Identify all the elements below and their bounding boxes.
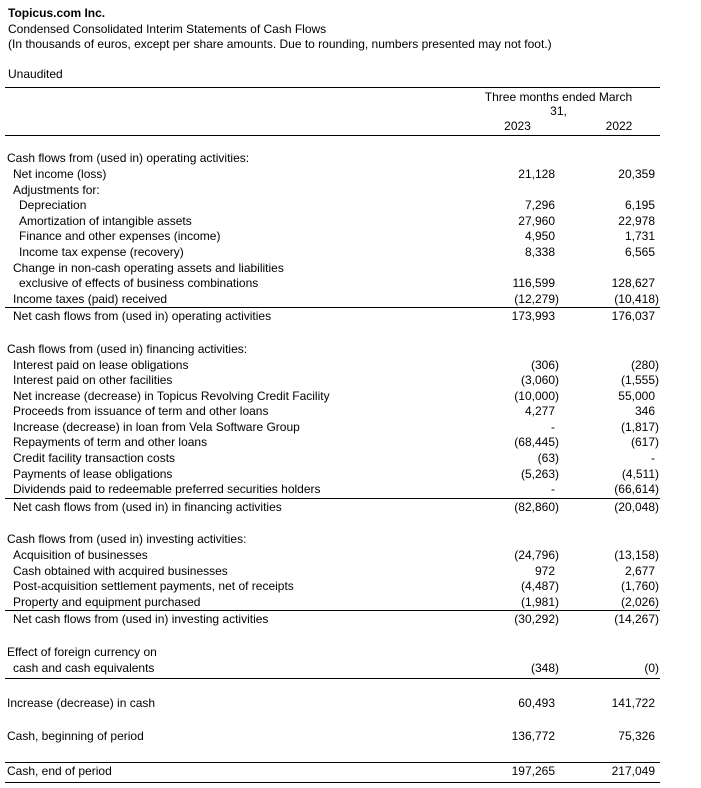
row-label: Adjustments for: bbox=[13, 182, 100, 197]
value-2023 bbox=[457, 342, 560, 358]
table-row bbox=[5, 358, 660, 374]
value-2022: (617) bbox=[630, 435, 659, 450]
table-row bbox=[5, 420, 660, 436]
table-row bbox=[5, 183, 660, 199]
table-row bbox=[5, 645, 660, 661]
section-spacer bbox=[5, 679, 660, 696]
table-row bbox=[5, 292, 660, 308]
value-2023: (5,263) bbox=[520, 466, 559, 481]
value-2023: 4,277 bbox=[524, 404, 555, 419]
value-2023 bbox=[457, 261, 560, 277]
value-2023: 7,296 bbox=[524, 198, 555, 213]
value-2022: (1,760) bbox=[620, 579, 659, 594]
table-row bbox=[5, 276, 660, 292]
value-2022: (14,267) bbox=[614, 612, 659, 627]
value-2022: (280) bbox=[630, 357, 659, 372]
row-label: Finance and other expenses (income) bbox=[19, 229, 221, 244]
value-2022: 20,359 bbox=[618, 166, 655, 181]
period-column-group bbox=[457, 90, 660, 133]
value-2023: 197,265 bbox=[511, 764, 555, 779]
section-header-row bbox=[5, 532, 660, 548]
value-2023: (10,000) bbox=[514, 388, 559, 403]
units-note: (In thousands of euros, except per share amounts. Due to rounding, numbers presented may not foot.) bbox=[8, 37, 552, 52]
value-2022: 2,677 bbox=[624, 563, 655, 578]
row-label: Payments of lease obligations bbox=[13, 466, 173, 481]
value-2023: - bbox=[551, 419, 555, 434]
value-2023: (348) bbox=[530, 660, 559, 675]
table-row bbox=[5, 214, 660, 230]
row-label: Net cash flows from (used in) operating activities bbox=[13, 309, 272, 324]
value-2023: (24,796) bbox=[514, 548, 559, 563]
row-label: Income tax expense (recovery) bbox=[19, 244, 184, 259]
row-label: Cash flows from (used in) financing activities: bbox=[7, 341, 248, 356]
row-label: Interest paid on other facilities bbox=[13, 373, 173, 388]
value-2023: 60,493 bbox=[518, 696, 555, 711]
value-2023: (12,279) bbox=[514, 291, 559, 306]
value-2023: 27,960 bbox=[518, 213, 555, 228]
value-2022: 346 bbox=[634, 404, 655, 419]
value-2022: 22,978 bbox=[618, 213, 655, 228]
value-2022: (1,555) bbox=[620, 373, 659, 388]
section-spacer bbox=[5, 628, 660, 645]
value-2022: (20,048) bbox=[614, 499, 659, 514]
value-2022 bbox=[560, 183, 660, 199]
value-2023: (1,981) bbox=[520, 594, 559, 609]
table-row bbox=[5, 564, 660, 580]
row-label: Increase (decrease) in cash bbox=[7, 696, 156, 711]
value-2022: (66,614) bbox=[614, 482, 659, 497]
table-row bbox=[5, 729, 660, 745]
value-2022: (1,817) bbox=[620, 419, 659, 434]
column-header-2022: 2022 bbox=[605, 119, 633, 134]
row-label: Cash obtained with acquired businesses bbox=[13, 563, 228, 578]
value-2022 bbox=[560, 645, 660, 661]
value-2022: (0) bbox=[644, 660, 659, 675]
table-row bbox=[5, 198, 660, 214]
column-headers bbox=[5, 88, 660, 136]
total-row bbox=[5, 307, 660, 325]
section-header-row bbox=[5, 342, 660, 358]
table-row bbox=[5, 389, 660, 405]
section-spacer bbox=[5, 325, 660, 342]
table-row bbox=[5, 167, 660, 183]
value-2022 bbox=[560, 532, 660, 548]
value-2023: 972 bbox=[534, 563, 555, 578]
value-2023: 8,338 bbox=[524, 244, 555, 259]
value-2023 bbox=[457, 151, 560, 167]
value-2023: (4,487) bbox=[520, 579, 559, 594]
table-row bbox=[5, 548, 660, 564]
table-row bbox=[5, 245, 660, 261]
value-2023 bbox=[457, 532, 560, 548]
value-2022: 128,627 bbox=[611, 276, 655, 291]
row-label: Interest paid on lease obligations bbox=[13, 357, 189, 372]
value-2023: 21,128 bbox=[518, 166, 555, 181]
row-label: Net cash flows from (used in) investing activities bbox=[13, 612, 269, 627]
value-2023: - bbox=[551, 482, 555, 497]
value-2023: 136,772 bbox=[511, 728, 555, 743]
value-2022: 176,037 bbox=[611, 309, 655, 324]
section-spacer bbox=[5, 712, 660, 729]
statement-body bbox=[5, 151, 660, 783]
statement-title: Condensed Consolidated Interim Statements of Cash Flows bbox=[8, 21, 327, 36]
section-header-row bbox=[5, 151, 660, 167]
company-name: Topicus.com Inc. bbox=[8, 6, 106, 20]
period-header: Three months ended March 31, bbox=[484, 90, 633, 119]
value-2022: (13,158) bbox=[614, 548, 659, 563]
value-2023 bbox=[457, 645, 560, 661]
row-label: Cash flows from (used in) investing activities: bbox=[7, 532, 247, 547]
row-label: Net increase (decrease) in Topicus Revolving Credit Facility bbox=[13, 388, 330, 403]
table-row bbox=[5, 435, 660, 451]
table-row bbox=[5, 229, 660, 245]
value-2022: 75,326 bbox=[618, 728, 655, 743]
row-label: Effect of foreign currency on bbox=[7, 645, 157, 659]
table-row bbox=[5, 579, 660, 595]
row-label: Change in non-cash operating assets and liabilities bbox=[13, 260, 284, 275]
table-row bbox=[5, 404, 660, 420]
value-2022: (2,026) bbox=[620, 594, 659, 609]
value-2023: (68,445) bbox=[514, 435, 559, 450]
row-label: Proceeds from issuance of term and other loans bbox=[13, 404, 269, 419]
value-2023: (30,292) bbox=[514, 612, 559, 627]
table-row bbox=[5, 467, 660, 483]
row-label: Net income (loss) bbox=[13, 166, 107, 181]
total-row bbox=[5, 762, 660, 783]
value-2022 bbox=[560, 261, 660, 277]
value-2022: 6,195 bbox=[624, 198, 655, 213]
row-label: Net cash flows from (used in) in financing activities bbox=[13, 499, 282, 514]
table-row bbox=[5, 261, 660, 277]
value-2022 bbox=[560, 342, 660, 358]
value-2023: (82,860) bbox=[514, 499, 559, 514]
row-label: Increase (decrease) in loan from Vela Software Group bbox=[13, 419, 300, 434]
value-2022: 217,049 bbox=[611, 764, 655, 779]
row-label: Repayments of term and other loans bbox=[13, 435, 208, 450]
row-label: Credit facility transaction costs bbox=[13, 451, 176, 466]
value-2023: 4,950 bbox=[524, 229, 555, 244]
value-2023: 116,599 bbox=[512, 276, 555, 291]
table-row bbox=[5, 373, 660, 389]
row-label: Amortization of intangible assets bbox=[19, 213, 192, 228]
value-2022: (10,418) bbox=[614, 291, 659, 306]
value-2023: (63) bbox=[537, 451, 559, 466]
row-label: Dividends paid to redeemable preferred securities holders bbox=[13, 482, 321, 497]
table-row bbox=[5, 696, 660, 712]
section-spacer bbox=[5, 515, 660, 532]
value-2023: (3,060) bbox=[520, 373, 559, 388]
row-label: Income taxes (paid) received bbox=[13, 291, 168, 306]
row-label: Cash, beginning of period bbox=[7, 728, 144, 743]
row-label: Acquisition of businesses bbox=[13, 548, 148, 563]
value-2022: - bbox=[651, 451, 655, 466]
row-label: Cash, end of period bbox=[7, 764, 112, 779]
row-label: exclusive of effects of business combinations bbox=[19, 276, 259, 291]
year-headers bbox=[457, 119, 660, 133]
value-2022: 55,000 bbox=[618, 388, 655, 403]
row-label: cash and cash equivalents bbox=[13, 660, 155, 675]
value-2022: (4,511) bbox=[621, 466, 659, 481]
value-2022 bbox=[560, 151, 660, 167]
row-label: Cash flows from (used in) operating activities: bbox=[7, 151, 250, 166]
table-row bbox=[5, 451, 660, 467]
unaudited-label: Unaudited bbox=[5, 67, 660, 89]
value-2023: 173,993 bbox=[511, 309, 555, 324]
row-label: Property and equipment purchased bbox=[13, 594, 201, 609]
table-row bbox=[5, 661, 660, 680]
value-2022: 141,722 bbox=[611, 696, 655, 711]
table-row bbox=[5, 482, 660, 498]
value-2023 bbox=[457, 183, 560, 199]
value-2022: 1,731 bbox=[624, 229, 655, 244]
value-2022: 6,565 bbox=[624, 244, 655, 259]
row-label: Depreciation bbox=[19, 198, 87, 213]
column-header-2023: 2023 bbox=[504, 119, 531, 134]
total-row bbox=[5, 498, 660, 516]
table-row bbox=[5, 595, 660, 611]
total-row bbox=[5, 610, 660, 628]
section-spacer bbox=[5, 744, 660, 762]
row-label: Post-acquisition settlement payments, net of receipts bbox=[13, 579, 294, 594]
value-2023: (306) bbox=[530, 357, 559, 372]
